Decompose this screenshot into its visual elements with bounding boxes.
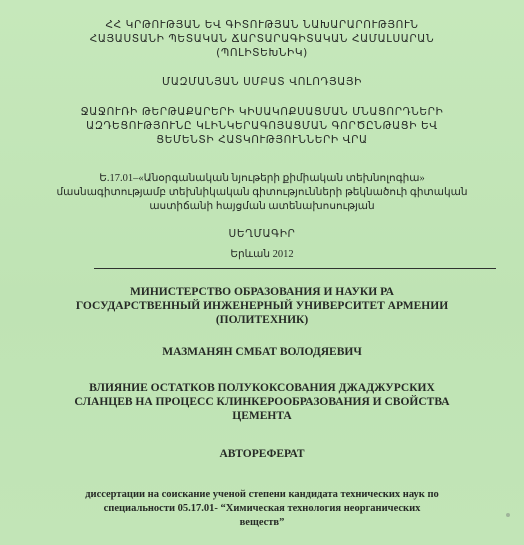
arm-ministry-line-2: ՀԱՅԱՍՏԱՆԻ ՊԵՏԱԿԱՆ ՃԱՐՏԱՐԱԳԻՏԱԿԱՆ ՀԱՄԱԼՍԱՐԱՆ	[89, 33, 435, 45]
section-divider	[94, 268, 496, 269]
arm-specialty-line-2: մասնագիտությամբ տեխնիկական գիտությունների թեկնածուի գիտական	[56, 187, 468, 198]
arm-abstract-label: ՍԵՂՄԱԳԻՐ	[228, 228, 296, 240]
arm-ministry-line-1: ՀՀ ԿՐԹՈՒԹՅԱՆ ԵՎ ԳԻՏՈՒԹՅԱՆ ՆԱԽԱՐԱՐՈՒԹՅՈՒՆ	[105, 19, 419, 31]
ru-title-line-1: ВЛИЯНИЕ ОСТАТКОВ ПОЛУКОКСОВАНИЯ ДЖАДЖУРСКИХ	[89, 382, 435, 394]
ru-author-name: МАЗМАНЯН СМБАТ ВОЛОДЯЕВИЧ	[162, 346, 362, 358]
arm-title-line-2: ԱԶԴԵՑՈՒԹՅՈՒՆԸ ԿԼԻՆԿԵՐԱԳՈՅԱՑՄԱՆ ԳՈՐԾԸՆԹԱՑԻ ԵՎ	[86, 120, 438, 132]
arm-author-name: ՄԱԶՄԱՆՅԱՆ ՍՄԲԱՏ ՎՈԼՈԴՅԱՅԻ	[162, 76, 362, 88]
arm-specialty-line-1: Ե.17.01–«Անօրգանական նյութերի քիմիական տեխնոլոգիա»	[99, 173, 425, 184]
paper-speck	[506, 513, 510, 517]
ru-ministry-line-2: ГОСУДАРСТВЕННЫЙ ИНЖЕНЕРНЫЙ УНИВЕРСИТЕТ АРМЕНИИ	[75, 300, 449, 312]
ru-ministry-line-1: МИНИСТЕРСТВО ОБРАЗОВАНИЯ И НАУКИ РА	[130, 286, 394, 298]
arm-city-year: Երևան 2012	[230, 249, 294, 260]
ru-dissertation-line-3: веществ”	[239, 517, 285, 528]
arm-ministry-line-3: (ՊՈԼԻՏԵԽՆԻԿ)	[216, 47, 308, 59]
arm-title-line-1: ՋԱՋՈՒՌԻ ԹԵՐԹԱՔԱՐԵՐԻ ԿԻՍԱԿՈՔՍԱՑՄԱՆ ՄՆԱՑՈՐԴՆԵՐԻ	[80, 106, 444, 118]
arm-title-line-3: ՑԵՄԵՆՏԻ ՀԱՏԿՈՒԹՅՈՒՆՆԵՐԻ ՎՐԱ	[156, 134, 368, 146]
ru-dissertation-line-2: специальности 05.17.01- “Химическая технология неорганических	[103, 503, 421, 514]
ru-title-line-3: ЦЕМЕНТА	[232, 410, 292, 422]
ru-ministry-line-3: (ПОЛИТЕХНИК)	[215, 314, 309, 326]
ru-dissertation-line-1: диссертации на соискание ученой степени кандидата технических наук по	[85, 489, 439, 500]
arm-specialty-line-3: աստիճանի հայցման ատենախոսության	[149, 201, 375, 212]
ru-title-line-2: СЛАНЦЕВ НА ПРОЦЕСС КЛИНКЕРООБРАЗОВАНИЯ И СВОЙСТВА	[74, 396, 450, 408]
ru-abstract-label: АВТОРЕФЕРАТ	[219, 448, 305, 460]
